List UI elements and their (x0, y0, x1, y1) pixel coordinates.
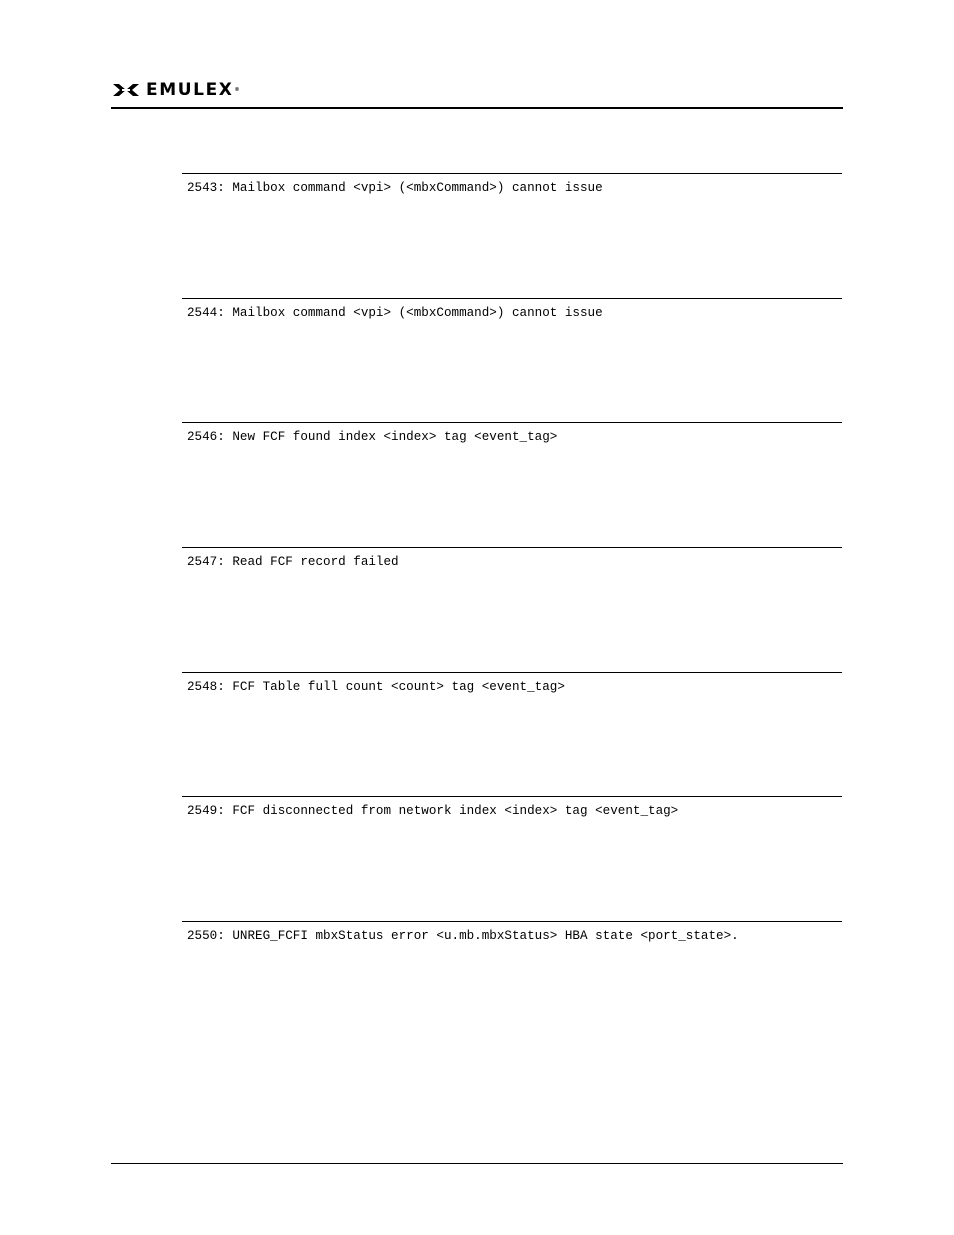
emulex-mark-icon (112, 82, 140, 98)
header-rule (111, 107, 843, 109)
message-entry (182, 422, 842, 444)
message-entry (182, 672, 842, 694)
footer-rule (111, 1163, 843, 1164)
brand-name: EMULEX (146, 80, 234, 100)
message-entry (182, 298, 842, 320)
message-text: 2548: FCF Table full count <count> tag <event_tag> (187, 680, 565, 694)
trademark-symbol: ® (234, 87, 242, 93)
message-text: 2546: New FCF found index <index> tag <event_tag> (187, 430, 558, 444)
message-entry (182, 796, 842, 818)
message-text: 2549: FCF disconnected from network index <index> tag <event_tag> (187, 804, 679, 818)
emulex-logo (112, 81, 241, 99)
message-entry (182, 547, 842, 569)
message-text: 2543: Mailbox command <vpi> (<mbxCommand>) cannot issue (187, 181, 603, 195)
message-entry (182, 921, 842, 943)
message-entry (182, 173, 842, 195)
message-text: 2547: Read FCF record failed (187, 555, 399, 569)
message-text: 2544: Mailbox command <vpi> (<mbxCommand>) cannot issue (187, 306, 603, 320)
message-text: 2550: UNREG_FCFI mbxStatus error <u.mb.mbxStatus> HBA state <port_state>. (187, 929, 739, 943)
